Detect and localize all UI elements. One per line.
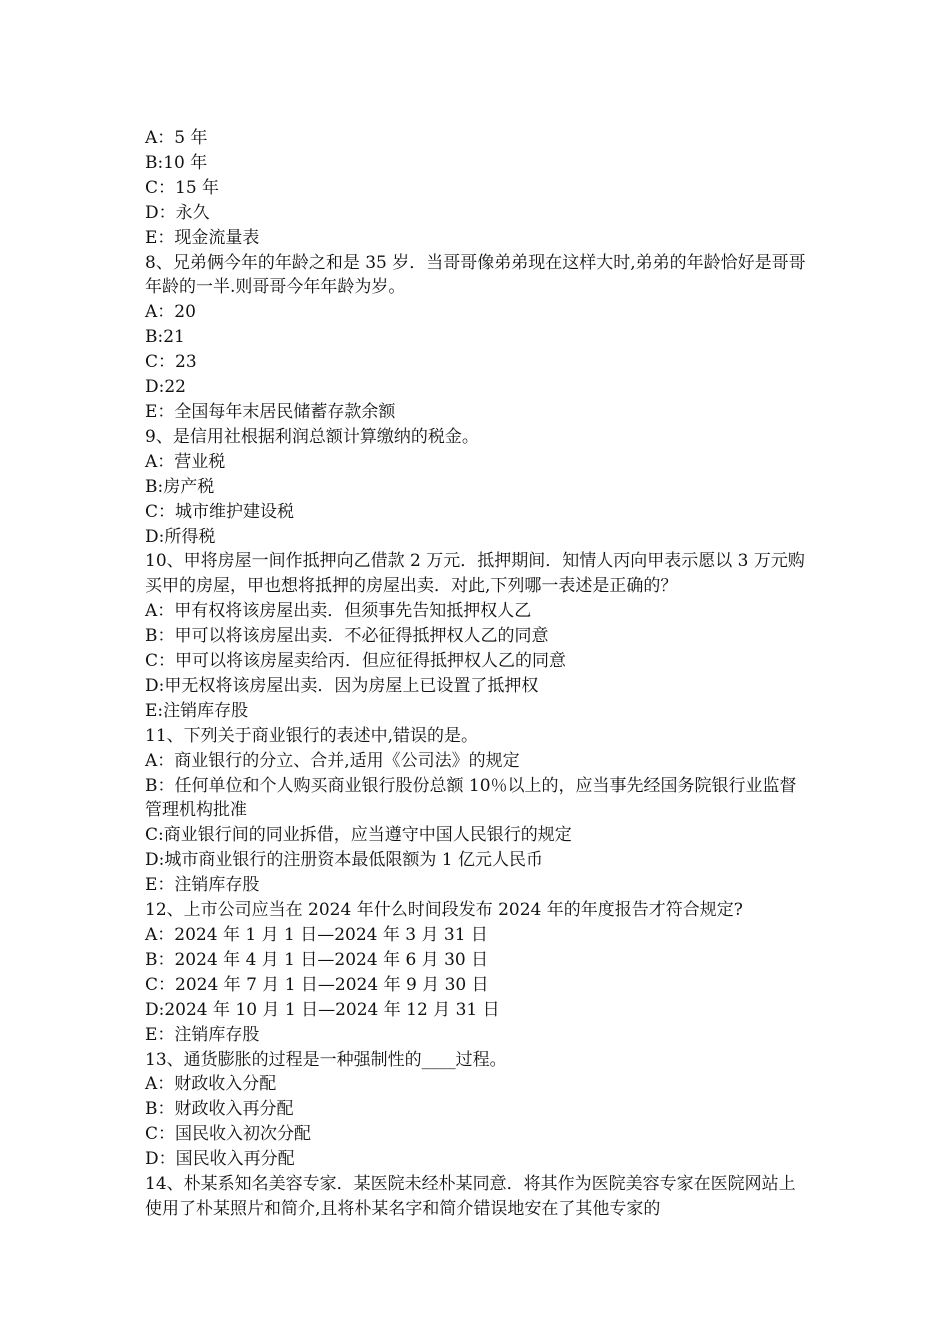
option-b: B:10 年: [145, 152, 208, 173]
option-d: D：永久: [145, 202, 210, 223]
option-d: D:22: [145, 377, 186, 398]
option-a: A：甲有权将该房屋出卖．但须事先告知抵押权人乙: [145, 601, 532, 622]
option-e: E：注销库存股: [145, 875, 260, 896]
option-e: E：全国每年末居民储蓄存款余额: [145, 401, 396, 422]
option-e: E：注销库存股: [145, 1024, 260, 1045]
option-e: E：现金流量表: [145, 227, 260, 248]
option-c: C：23: [145, 352, 197, 373]
option-c: C:商业银行间的同业拆借，应当遵守中国人民银行的规定: [145, 825, 572, 846]
question-13: 13、通货膨胀的过程是一种强制性的____过程。: [145, 1049, 507, 1070]
option-a: A：财政收入分配: [145, 1074, 277, 1095]
question-11: 11、下列关于商业银行的表述中,错误的是。: [145, 725, 479, 746]
document-body: [145, 126, 810, 1222]
option-c: C：甲可以将该房屋卖给丙．但应征得抵押权人乙的同意: [145, 651, 567, 672]
option-d: D：国民收入再分配: [145, 1149, 295, 1170]
option-a: A：营业税: [145, 451, 226, 472]
option-a: A：20: [145, 302, 196, 323]
question-8: 8、兄弟俩今年的年龄之和是 35 岁．当哥哥像弟弟现在这样大时,弟弟的年龄恰好是哥哥年龄的一半.则哥哥今年年龄为岁。: [145, 252, 806, 298]
question-9: 9、是信用社根据利润总额计算缴纳的税金。: [145, 426, 479, 447]
question-14: 14、朴某系知名美容专家．某医院未经朴某同意．将其作为医院美容专家在医院网站上使用了朴某照片和简介,且将朴某名字和简介错误地安在了其他专家的: [145, 1174, 796, 1219]
option-e: E:注销库存股: [145, 700, 249, 721]
question-12: 12、上市公司应当在 2024 年什么时间段发布 2024 年的年度报告才符合规定?: [145, 900, 743, 921]
option-b: B：任何单位和个人购买商业银行股份总额 10％以上的，应当事先经国务院银行业监督管理机构批准: [145, 775, 797, 821]
option-b: B:21: [145, 327, 185, 348]
question-10: 10、甲将房屋一间作抵押向乙借款 2 万元．抵押期间．知情人丙向甲表示愿以 3 万元购买甲的房屋，甲也想将抵押的房屋出卖．对此,下列哪一表述是正确的？: [145, 551, 805, 597]
option-c: C：2024 年 7 月 1 日—2024 年 9 月 30 日: [145, 974, 489, 995]
option-c: C：15 年: [145, 177, 220, 198]
option-c: C：城市维护建设税: [145, 501, 295, 522]
option-b: B：甲可以将该房屋出卖．不必征得抵押权人乙的同意: [145, 626, 549, 647]
option-d: D:城市商业银行的注册资本最低限额为 1 亿元人民币: [145, 850, 543, 871]
option-b: B:房产税: [145, 476, 215, 497]
option-a: A：5 年: [145, 128, 208, 148]
option-b: B：2024 年 4 月 1 日—2024 年 6 月 30 日: [145, 949, 489, 970]
option-a: A：商业银行的分立、合并,适用《公司法》的规定: [145, 750, 520, 771]
option-c: C：国民收入初次分配: [145, 1124, 312, 1145]
option-d: D:2024 年 10 月 1 日—2024 年 12 月 31 日: [145, 999, 500, 1020]
option-d: D:所得税: [145, 526, 216, 547]
option-b: B：财政收入再分配: [145, 1099, 294, 1120]
option-a: A：2024 年 1 月 1 日—2024 年 3 月 31 日: [145, 925, 488, 945]
option-d: D:甲无权将该房屋出卖．因为房屋上已设置了抵押权: [145, 675, 539, 696]
